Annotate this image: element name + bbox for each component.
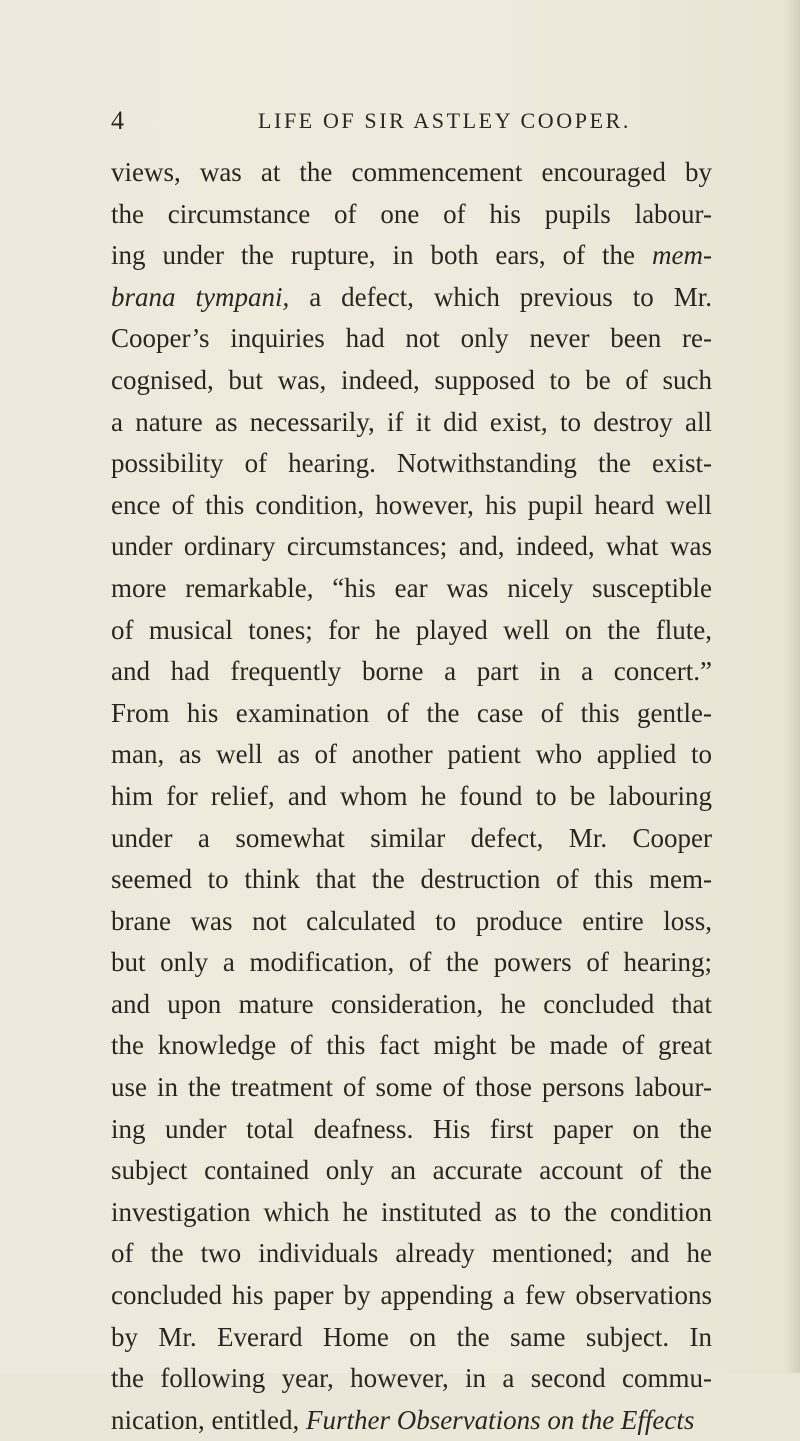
text-line xyxy=(111,901,712,943)
text-line xyxy=(111,1317,712,1359)
text-line xyxy=(111,526,712,568)
text-line xyxy=(111,277,712,319)
text-run: a nature as necessarily, if it did exist, to destroy all xyxy=(111,406,712,437)
text-run: possibility of hearing. Notwithstanding the exist- xyxy=(111,448,712,479)
text-run: and had frequently borne a part in a concert.” xyxy=(111,656,712,687)
text-run: the following year, however, in a second commu- xyxy=(111,1363,712,1394)
text-run: views, was at the commencement encouraged by xyxy=(111,157,712,187)
text-run: of the two individuals already mentioned; and he xyxy=(111,1238,712,1269)
text-run: Cooper’s inquiries had not only never been re- xyxy=(111,323,712,354)
text-line xyxy=(111,818,712,860)
body-text xyxy=(111,152,712,1441)
text-run: ence of this condition, however, his pupil heard well xyxy=(111,489,712,520)
text-line xyxy=(111,360,712,402)
text-run: man, as well as of another patient who applied to xyxy=(111,739,712,770)
page-edge-shadow xyxy=(786,0,800,1373)
text-run: seemed to think that the destruction of this mem- xyxy=(111,864,712,895)
text-line xyxy=(111,1109,712,1151)
text-line xyxy=(111,942,712,984)
text-run: subject contained only an accurate account of the xyxy=(111,1155,712,1186)
text-line xyxy=(111,568,712,610)
text-line xyxy=(111,1275,712,1317)
text-run: ing under total deafness. His first paper on the xyxy=(111,1113,712,1144)
text-run: under ordinary circumstances; and, indeed, what was xyxy=(111,531,712,562)
text-line xyxy=(111,1150,712,1192)
text-run: ing under the rupture, in both ears, of the xyxy=(111,240,653,271)
text-run: a defect, which previous to Mr. xyxy=(289,281,713,312)
text-run: the circumstance of one of his pupils labour- xyxy=(111,198,712,229)
text-line xyxy=(111,651,712,693)
text-line xyxy=(111,693,712,735)
text-run: the knowledge of this fact might be made of great xyxy=(111,1030,712,1061)
text-run: and upon mature consideration, he concluded that xyxy=(111,988,712,1019)
text-line xyxy=(111,610,712,652)
running-head xyxy=(111,104,711,138)
italic-text: brana tympani, xyxy=(111,281,290,312)
text-run: by Mr. Everard Home on the same subject. In xyxy=(111,1321,712,1352)
text-run: nication, entitled, xyxy=(111,1404,306,1435)
text-run: under a somewhat similar defect, Mr. Cooper xyxy=(111,822,712,853)
running-title: LIFE OF SIR ASTLEY COOPER. xyxy=(258,108,631,133)
text-line xyxy=(111,1358,712,1400)
text-run: use in the treatment of some of those persons labour- xyxy=(111,1072,712,1103)
text-run: investigation which he instituted as to the condition xyxy=(111,1196,712,1227)
text-line xyxy=(111,235,712,277)
text-run: him for relief, and whom he found to be labouring xyxy=(111,780,712,811)
text-run: From his examination of the case of this gentle- xyxy=(111,697,712,728)
text-line xyxy=(111,984,712,1026)
text-line xyxy=(111,1400,712,1441)
text-run: more remarkable, “his ear was nicely susceptible xyxy=(111,572,712,603)
text-run: cognised, but was, indeed, supposed to be of such xyxy=(111,364,712,395)
text-line xyxy=(111,402,712,444)
text-line xyxy=(111,734,712,776)
text-run: but only a modification, of the powers of hearing; xyxy=(111,947,712,978)
text-line xyxy=(111,318,712,360)
page-number: 4 xyxy=(111,106,124,135)
text-line xyxy=(111,152,712,194)
text-line xyxy=(111,1025,712,1067)
text-line xyxy=(111,194,712,236)
text-run: of musical tones; for he played well on the flute, xyxy=(111,614,712,645)
italic-text: Further Observations on the Effects xyxy=(305,1404,695,1435)
text-run: brane was not calculated to produce entire loss, xyxy=(111,905,712,936)
text-line xyxy=(111,1192,712,1234)
text-line xyxy=(111,443,712,485)
text-line xyxy=(111,1067,712,1109)
text-line xyxy=(111,859,712,901)
text-run: concluded his paper by appending a few observations xyxy=(111,1280,712,1311)
text-line xyxy=(111,1233,712,1275)
text-line xyxy=(111,485,712,527)
text-line xyxy=(111,776,712,818)
italic-text: mem- xyxy=(652,240,712,271)
